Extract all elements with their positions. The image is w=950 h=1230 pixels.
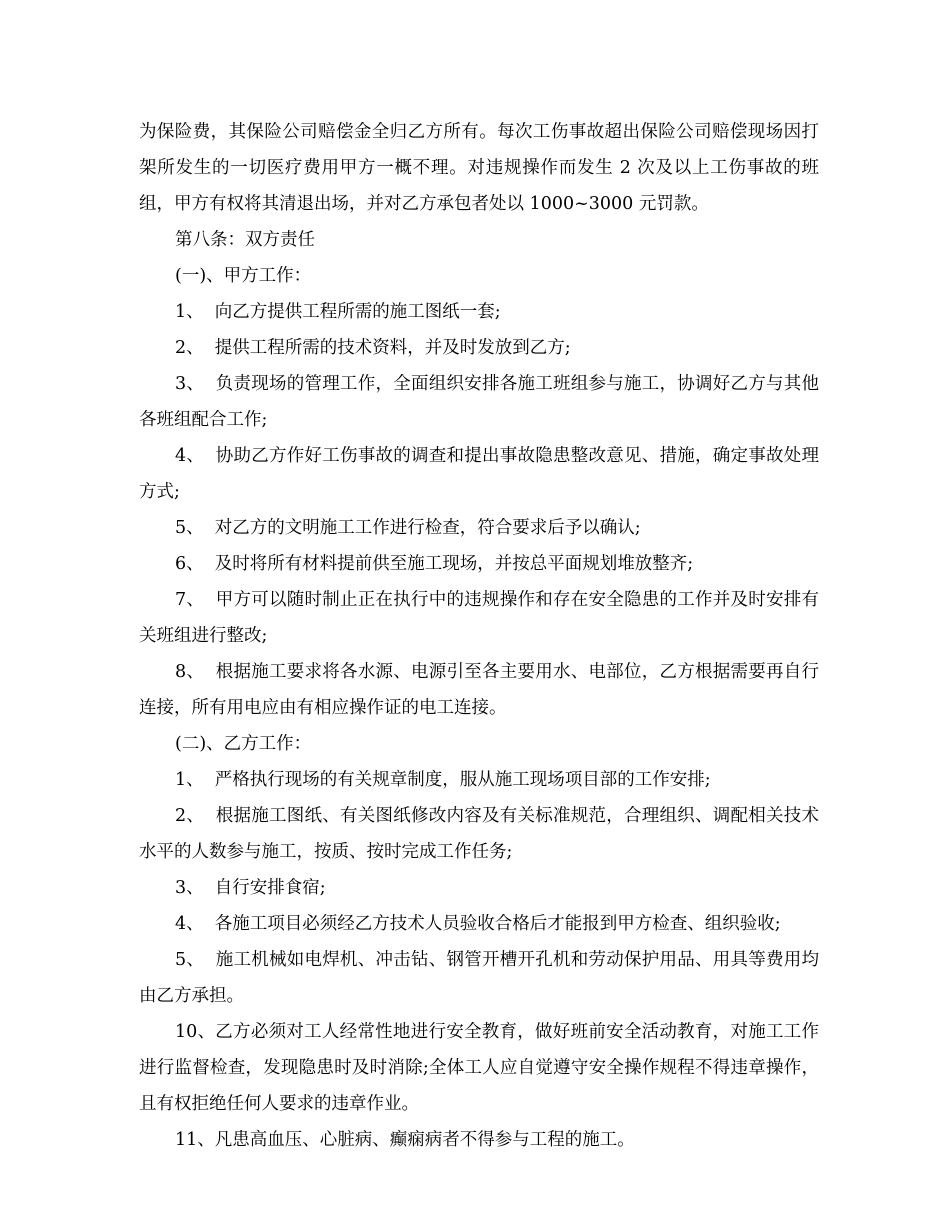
list-item: 7、 甲方可以随时制止正在执行中的违规操作和存在安全隐患的工作并及时安排有关班组进行整改; <box>139 590 819 646</box>
paragraph-insurance-terms: 为保险费，其保险公司赔偿金全归乙方所有。每次工伤事故超出保险公司赔偿现场因打架所发生的一切医疗费用甲方一概不理。对违规操作而发生 2 次及以上工伤事故的班组，甲方有权将其清退出场，并对乙方承包者处以 1000~3000 元罚款。 <box>139 122 819 214</box>
list-item: 5、 施工机械如电焊机、冲击钻、钢管开槽开孔机和劳动保护用品、用具等费用均由乙方承担。 <box>139 950 819 1006</box>
list-item: 4、 各施工项目必须经乙方技术人员验收合格后才能报到甲方检查、组织验收; <box>175 914 781 934</box>
list-item: 2、 提供工程所需的技术资料，并及时发放到乙方; <box>175 338 571 358</box>
subsection-heading-party-b: (二)、乙方工作： <box>175 734 312 754</box>
list-item: 5、 对乙方的文明施工工作进行检查，符合要求后予以确认; <box>175 518 641 538</box>
document-body <box>139 114 819 1158</box>
list-item: 8、 根据施工要求将各水源、电源引至各主要用水、电部位，乙方根据需要再自行连接，所有用电应由有相应操作证的电工连接。 <box>139 662 819 718</box>
list-item: 11、凡患高血压、心脏病、癫痫病者不得参与工程的施工。 <box>175 1130 635 1150</box>
list-item: 3、 负责现场的管理工作，全面组织安排各施工班组参与施工，协调好乙方与其他各班组配合工作; <box>139 374 819 430</box>
list-item: 2、 根据施工图纸、有关图纸修改内容及有关标准规范，合理组织、调配相关技术水平的人数参与施工，按质、按时完成工作任务; <box>139 806 819 862</box>
subsection-heading-party-a: (一)、甲方工作： <box>175 266 312 286</box>
list-item: 6、 及时将所有材料提前供至施工现场，并按总平面规划堆放整齐; <box>175 554 694 574</box>
list-item: 3、 自行安排食宿; <box>175 878 326 898</box>
list-item: 10、乙方必须对工人经常性地进行安全教育，做好班前安全活动教育，对施工工作进行监督检查，发现隐患时及时消除;全体工人应自觉遵守安全操作规程不得违章操作，且有权拒绝任何人要求的违章作业。 <box>139 1022 819 1114</box>
section-heading-article-8: 第八条：双方责任 <box>175 230 315 250</box>
list-item: 1、 严格执行现场的有关规章制度，服从施工现场项目部的工作安排; <box>175 770 711 790</box>
list-item: 4、 协助乙方作好工伤事故的调查和提出事故隐患整改意见、措施，确定事故处理方式; <box>139 446 819 502</box>
list-item: 1、 向乙方提供工程所需的施工图纸一套; <box>175 302 501 322</box>
